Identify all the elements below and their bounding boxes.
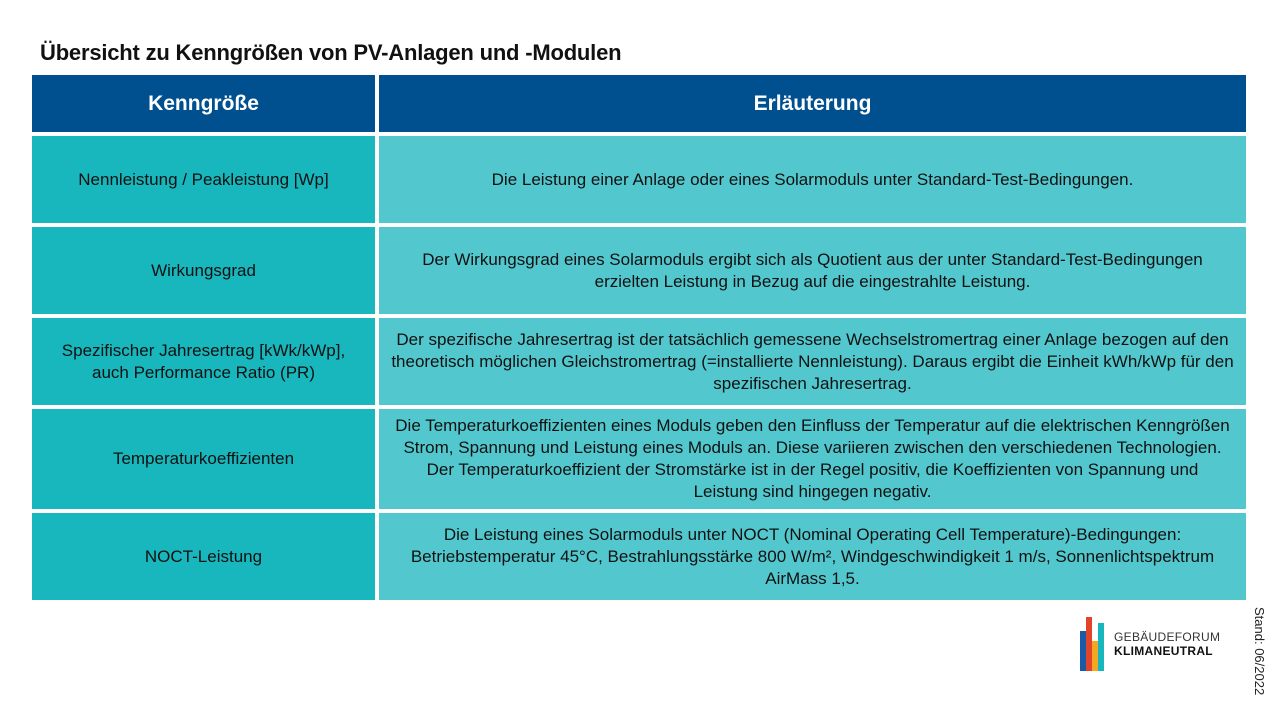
- row-3-name: Spezifischer Jahresertrag [kWk/kWp], auch Performance Ratio (PR): [32, 318, 375, 405]
- row-2-name: Wirkungsgrad: [32, 227, 375, 314]
- row-1-name: Nennleistung / Peakleistung [Wp]: [32, 136, 375, 223]
- header-erlaeuterung: Erläuterung: [379, 75, 1246, 132]
- row-4-name: Temperaturkoeffizienten: [32, 409, 375, 509]
- row-5-name: NOCT-Leistung: [32, 513, 375, 600]
- logo-bars-icon: [1080, 617, 1108, 671]
- logo-line-1: GEBÄUDEFORUM: [1114, 630, 1221, 644]
- header-kenngroesse: Kenngröße: [32, 75, 375, 132]
- row-5-desc: Die Leistung eines Solarmoduls unter NOCT (Nominal Operating Cell Temperature)-Bedingungen: Betriebstemperatur 45°C, Bestrahlungsstärke 800 W/m², Windgeschwindigkeit 1 m/s, Sonnenlichtspektrum AirMass 1,5.: [379, 513, 1246, 600]
- logo-bar-teal: [1098, 623, 1104, 671]
- kenngroessen-table: [32, 75, 1246, 600]
- logo-line-2: KLIMANEUTRAL: [1114, 644, 1213, 658]
- logo-text: [1114, 630, 1220, 658]
- gebaeudeforum-logo: [1080, 617, 1220, 671]
- row-1-desc: Die Leistung einer Anlage oder eines Solarmoduls unter Standard-Test-Bedingungen.: [379, 136, 1246, 223]
- row-4-desc: Die Temperaturkoeffizienten eines Moduls geben den Einfluss der Temperatur auf die elektrischen Kenngrößen Strom, Spannung und Leistung eines Moduls an. Diese variieren zwischen den verschiedenen Technologien. Der Temperaturkoeffizient der Stromstärke ist in der Regel positiv, die Koeffizienten von Spannung und Leistung sind hingegen negativ.: [379, 409, 1246, 509]
- row-2-desc: Der Wirkungsgrad eines Solarmoduls ergibt sich als Quotient aus der unter Standard-Test-Bedingungen erzielten Leistung in Bezug auf die eingestrahlte Leistung.: [379, 227, 1246, 314]
- page-title: Übersicht zu Kenngrößen von PV-Anlagen und -Modulen: [40, 40, 622, 65]
- stand-date: Stand: 06/2022: [1252, 607, 1267, 696]
- row-3-desc: Der spezifische Jahresertrag ist der tatsächlich gemessene Wechselstromertrag einer Anlage bezogen auf den theoretisch möglichen Gleichstromertrag (=installierte Nennleistung). Daraus ergibt die Einheit kWh/kWp für den spezifischen Jahresertrag.: [379, 318, 1246, 405]
